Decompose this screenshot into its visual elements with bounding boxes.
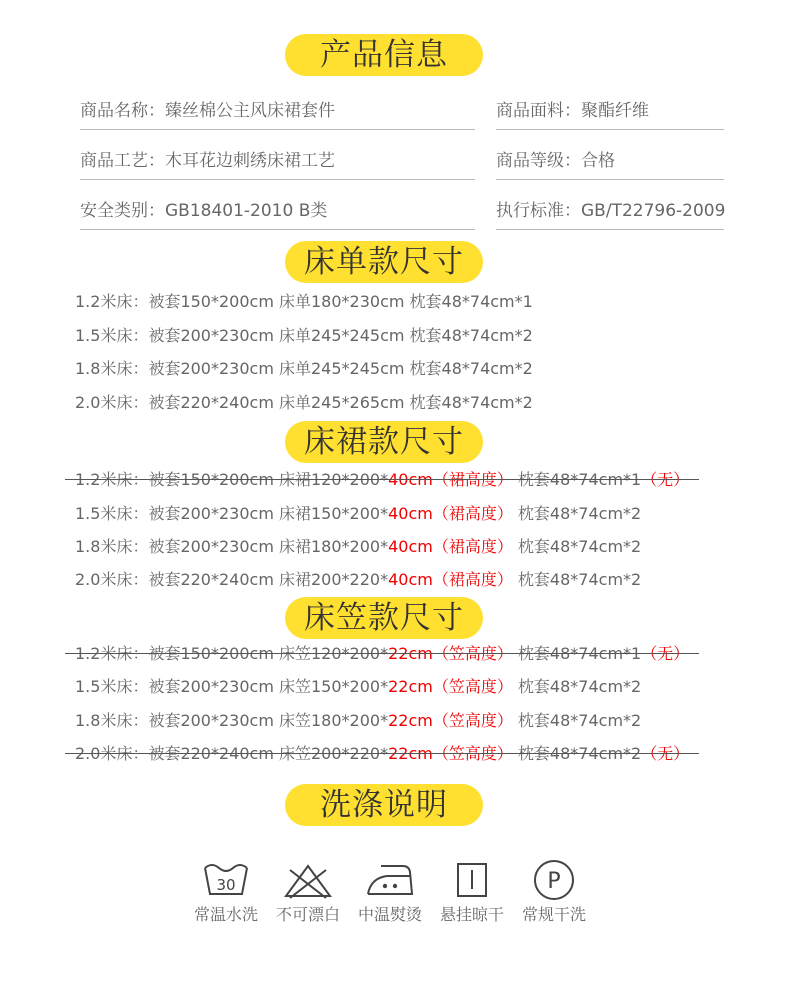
sheet-size-row: 1.8米床：被套200*230cm 床单245*245cm 枕套48*74cm*2 <box>75 359 533 378</box>
care-item-iron <box>348 858 432 926</box>
pillowcase-size: 枕套48*74cm*2 <box>517 677 642 696</box>
sheet-size-row: 1.5米床：被套200*230cm 床单245*245cm 枕套48*74cm*2 <box>75 326 533 345</box>
info-label: 安全类别 <box>80 201 148 221</box>
pillowcase-size: 枕套48*74cm*2 <box>517 744 642 763</box>
info-value: 木耳花边刺绣床裙工艺 <box>165 151 335 171</box>
section-title-sheet-size: 床单款尺寸 <box>285 241 483 283</box>
skirt-size-row-unavailable <box>75 467 689 493</box>
info-label: 商品名称 <box>80 101 148 121</box>
skirt-height: 40cm（裙高度） <box>388 470 513 489</box>
fitted-size-row <box>75 708 641 734</box>
row-text: 1.8米床：被套200*230cm 床笠180*200* <box>75 711 389 730</box>
pillowcase-size: 枕套48*74cm*1 <box>517 644 642 663</box>
dry-clean-letter: P <box>547 869 561 894</box>
info-label: 执行标准 <box>496 201 564 221</box>
no-bleach-icon <box>281 858 335 902</box>
skirt-height: 40cm（裙高度） <box>388 570 513 589</box>
care-item-dry-clean <box>512 858 596 926</box>
info-label: 商品等级 <box>496 151 564 171</box>
fitted-size-row-unavailable <box>75 641 689 667</box>
info-separator: ： <box>564 101 581 121</box>
care-item-hang-dry <box>430 858 514 926</box>
row-text: 2.0米床：被套220*240cm 床裙200*220* <box>75 570 389 589</box>
info-separator: ： <box>564 151 581 171</box>
dry-clean-p-icon <box>527 858 581 902</box>
pillowcase-size: 枕套48*74cm*2 <box>517 570 642 589</box>
info-value: 聚酯纤维 <box>581 101 649 121</box>
care-label: 常温水洗 <box>193 905 258 924</box>
info-value: GB/T22796-2009 <box>581 201 726 221</box>
info-separator: ： <box>564 201 581 221</box>
info-fabric <box>496 97 724 130</box>
row-text: 1.8米床：被套200*230cm 床裙180*200* <box>75 537 389 556</box>
fitted-height: 22cm（笠高度） <box>388 677 513 696</box>
row-text: 1.2米床：被套150*200cm 床裙120*200* <box>75 470 389 489</box>
wash-30-icon <box>199 858 253 902</box>
info-product-name <box>80 97 475 130</box>
care-label: 中温熨烫 <box>357 905 422 924</box>
info-label: 商品面料 <box>496 101 564 121</box>
care-label: 悬挂晾干 <box>439 905 504 924</box>
pillowcase-size: 枕套48*74cm*2 <box>517 711 642 730</box>
unavailable-note: （无） <box>641 744 690 763</box>
row-text: 2.0米床：被套220*240cm 床笠200*220* <box>75 744 389 763</box>
skirt-size-row <box>75 567 641 593</box>
unavailable-note: （无） <box>641 470 690 489</box>
fitted-size-row-unavailable <box>75 741 689 767</box>
sheet-size-row: 1.2米床：被套150*200cm 床单180*230cm 枕套48*74cm*1 <box>75 292 533 311</box>
care-label: 常规干洗 <box>521 905 586 924</box>
care-label: 不可漂白 <box>275 905 340 924</box>
skirt-height: 40cm（裙高度） <box>388 537 513 556</box>
pillowcase-size: 枕套48*74cm*2 <box>517 537 642 556</box>
wash-temperature: 30 <box>216 876 236 894</box>
info-value: GB18401-2010 B类 <box>165 201 328 221</box>
fitted-height: 22cm（笠高度） <box>388 711 513 730</box>
info-separator: ： <box>148 201 165 221</box>
fitted-size-row <box>75 674 641 700</box>
info-safety-class <box>80 197 475 230</box>
unavailable-note: （无） <box>641 644 690 663</box>
pillowcase-size: 枕套48*74cm*1 <box>517 470 642 489</box>
section-title-fitted-size: 床笠款尺寸 <box>285 597 483 639</box>
fitted-height: 22cm（笠高度） <box>388 644 513 663</box>
section-title-product-info: 产品信息 <box>285 34 483 76</box>
info-label: 商品工艺 <box>80 151 148 171</box>
hang-dry-icon <box>445 858 499 902</box>
row-text: 1.5米床：被套200*230cm 床笠150*200* <box>75 677 389 696</box>
info-separator: ： <box>148 151 165 171</box>
info-value: 臻丝棉公主风床裙套件 <box>165 101 335 121</box>
iron-medium-icon <box>363 858 417 902</box>
skirt-height: 40cm（裙高度） <box>388 504 513 523</box>
care-item-wash <box>184 858 268 926</box>
skirt-size-row <box>75 534 641 560</box>
row-text: 1.2米床：被套150*200cm 床笠120*200* <box>75 644 389 663</box>
sheet-size-row: 2.0米床：被套220*240cm 床单245*265cm 枕套48*74cm*2 <box>75 393 533 412</box>
section-title-washing: 洗涤说明 <box>285 784 483 826</box>
info-standard <box>496 197 724 230</box>
care-item-no-bleach <box>266 858 350 926</box>
pillowcase-size: 枕套48*74cm*2 <box>517 504 642 523</box>
skirt-size-row <box>75 501 641 527</box>
row-text: 1.5米床：被套200*230cm 床裙150*200* <box>75 504 389 523</box>
info-value: 合格 <box>581 151 615 171</box>
info-craft <box>80 147 475 180</box>
fitted-height: 22cm（笠高度） <box>388 744 513 763</box>
info-grade <box>496 147 724 180</box>
info-separator: ： <box>148 101 165 121</box>
section-title-skirt-size: 床裙款尺寸 <box>285 421 483 463</box>
